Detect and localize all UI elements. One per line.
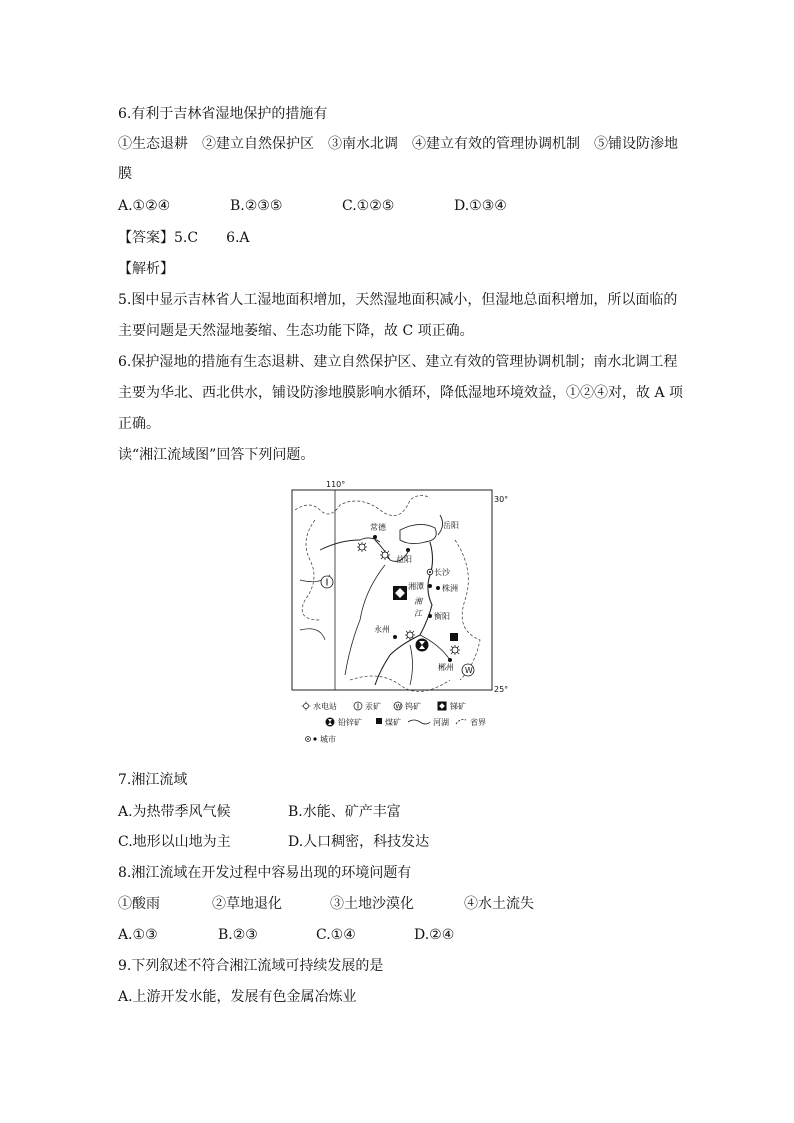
city-label-changsha: 长沙	[434, 568, 450, 577]
q8-option-b: B.②③	[218, 927, 258, 943]
legend-hydro-icon	[302, 702, 311, 711]
city-label-zhuzhou: 株洲	[442, 584, 458, 593]
legend-border-label: 省界	[470, 718, 486, 727]
legend-city-icon	[306, 737, 317, 742]
q8-option-d: D.②④	[414, 927, 455, 943]
river-char-jiang: 江	[414, 609, 422, 618]
q8-item-3: ③土地沙漠化	[330, 896, 414, 912]
hydro-icon-1	[357, 542, 367, 552]
legend-antimony-label: 锑矿	[450, 702, 466, 711]
dongting-lake	[400, 524, 436, 543]
q6-option-a: A.①②④	[118, 198, 171, 214]
q8-item-1: ①酸雨	[118, 896, 160, 912]
legend-mercury-label: 汞矿	[365, 702, 381, 711]
city-label-chenzhou: 郴州	[438, 663, 454, 672]
analysis-title: 【解析】	[118, 261, 174, 277]
q8-item-2: ②草地退化	[212, 896, 282, 912]
city-dot-zhuzhou	[436, 586, 440, 590]
q9-option-a: A.上游开发水能，发展有色金属冶炼业	[118, 989, 357, 1005]
svg-text:W: W	[464, 666, 473, 675]
city-dot-changde	[373, 535, 377, 539]
map-frame	[292, 490, 492, 690]
legend-river-icon	[408, 720, 430, 724]
hydro-icon-4	[450, 645, 460, 655]
city-dot-xiangtan	[428, 584, 432, 588]
province-border-east	[455, 540, 480, 680]
q8-item-4: ④水土流失	[464, 896, 534, 912]
coal-mine-icon	[450, 633, 458, 641]
city-dot-yiyang	[406, 548, 410, 552]
city-label-yueyang: 岳阳	[443, 521, 459, 530]
tungsten-mine-icon	[462, 664, 474, 676]
analysis-line-5: 正确。	[118, 416, 160, 432]
q8-option-a: A.①③	[118, 927, 158, 943]
lat-top-label: 30°	[494, 495, 509, 504]
q7-option-a: A.为热带季风气候	[118, 804, 231, 820]
analysis-line-4: 主要为华北、西北供水，铺设防渗地膜影响水循环，降低湿地环境效益，①②④对，故 A 项	[118, 385, 684, 401]
answer-line: 【答案】5.C 6.A	[118, 230, 250, 246]
legend-tungsten-icon	[394, 702, 402, 711]
q9-stem: 9.下列叙述不符合湘江流域可持续发展的是	[118, 958, 384, 974]
legend-leadzinc-icon	[326, 718, 335, 727]
province-border-south	[350, 676, 450, 691]
city-dot-yongzhou	[393, 635, 397, 639]
q6-items-line2: 膜	[118, 166, 132, 182]
city-dot-hengyang	[428, 614, 432, 618]
province-border-west	[302, 520, 320, 620]
leadzinc-mine-icon	[416, 639, 429, 652]
q7-stem: 7.湘江流域	[118, 772, 188, 788]
mercury-mine-icon	[321, 576, 333, 588]
city-dot-chenzhou	[448, 658, 452, 662]
legend-city-label: 城市	[320, 735, 336, 744]
analysis-line-3: 6.保护湿地的措施有生态退耕、建立自然保护区、建立有效的管理协调机制；南水北调工程	[118, 354, 678, 370]
legend-hydro-label: 水电站	[313, 702, 337, 711]
svg-text:W: W	[395, 703, 402, 711]
q6-option-b: B.②③⑤	[230, 198, 283, 214]
legend-coal-icon	[376, 718, 382, 724]
legend-border-icon	[456, 720, 466, 725]
q8-stem: 8.湘江流域在开发过程中容易出现的环境问题有	[118, 865, 412, 881]
city-label-yiyang: 益阳	[396, 555, 412, 564]
province-border-north	[295, 495, 430, 515]
city-label-changde: 常德	[370, 523, 386, 532]
city-label-hengyang: 衡阳	[434, 612, 450, 621]
legend-antimony-icon	[438, 702, 447, 711]
legend-mercury-icon	[354, 702, 362, 710]
hydro-icon-3	[405, 630, 415, 640]
q7-option-c: C.地形以山地为主	[118, 834, 231, 850]
map-intro: 读“湘江流域图”回答下列问题。	[118, 447, 315, 463]
map-legend	[302, 701, 487, 744]
legend-tungsten-label: 钨矿	[405, 702, 421, 711]
q7-option-b: B.水能、矿产丰富	[288, 804, 401, 820]
analysis-line-2: 主要问题是天然湿地萎缩、生态功能下降，故 C 项正确。	[118, 323, 474, 339]
yuan-river	[320, 538, 380, 550]
hydro-icon-2	[380, 550, 390, 560]
antimony-mine-icon	[393, 586, 407, 600]
q6-option-c: C.①②⑤	[342, 198, 395, 214]
analysis-line-1: 5.图中显示吉林省人工湿地面积增加，天然湿地面积减小，但湿地总面积增加，所以面临的	[118, 292, 678, 308]
legend-coal-label: 煤矿	[385, 718, 401, 727]
city-label-xiangtan: 湘潭	[408, 582, 424, 591]
q8-option-c: C.①④	[316, 927, 356, 943]
q6-items-line1: ①生态退耕 ②建立自然保护区 ③南水北调 ④建立有效的管理协调机制 ⑤铺设防渗地	[118, 136, 678, 152]
lon-label: 110°	[326, 480, 346, 489]
legend-river-label: 河湖	[433, 718, 449, 727]
legend-leadzinc-label: 铅锌矿	[338, 718, 362, 727]
city-label-yongzhou: 永州	[374, 625, 390, 634]
xiangjiang-basin-map	[290, 480, 510, 760]
q7-option-d: D.人口稠密，科技发达	[288, 834, 430, 850]
lat-bottom-label: 25°	[494, 685, 509, 694]
q6-option-d: D.①③④	[454, 198, 507, 214]
q6-stem: 6.有利于吉林省湿地保护的措施有	[118, 106, 328, 122]
river-char-xiang: 湘	[414, 597, 422, 606]
